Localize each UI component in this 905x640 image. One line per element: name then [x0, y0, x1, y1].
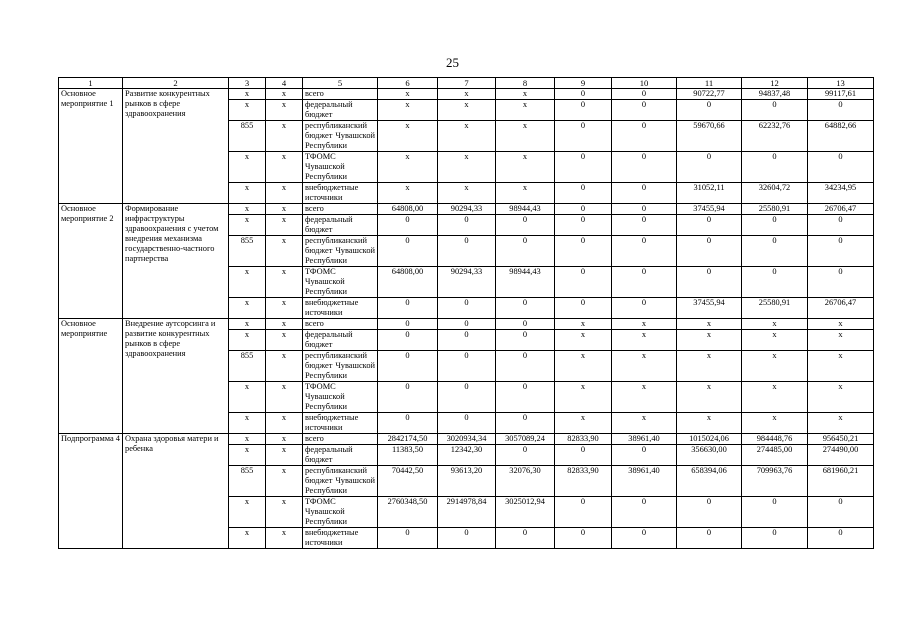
amount-cell: x	[496, 121, 555, 152]
amount-cell: 0	[677, 100, 742, 121]
amount-cell: x	[438, 183, 496, 204]
grbs-code-cell: x	[229, 100, 266, 121]
amount-cell: x	[808, 382, 874, 413]
amount-cell: 0	[378, 351, 438, 382]
amount-cell: 0	[496, 382, 555, 413]
grbs-code-cell: 855	[229, 121, 266, 152]
header-cell: 11	[677, 78, 742, 89]
amount-cell: 0	[555, 152, 612, 183]
grbs-code-cell: x	[229, 413, 266, 434]
amount-cell: 0	[496, 330, 555, 351]
code-cell: x	[266, 152, 303, 183]
amount-cell: 0	[612, 121, 677, 152]
amount-cell: 82833,90	[555, 434, 612, 445]
amount-cell: x	[555, 413, 612, 434]
amount-cell: 0	[378, 330, 438, 351]
code-cell: x	[266, 445, 303, 466]
program-status-cell: Подпрограмма 4	[59, 434, 123, 549]
amount-cell: 0	[438, 236, 496, 267]
amount-cell: 0	[612, 152, 677, 183]
amount-cell: 0	[742, 215, 808, 236]
code-cell: x	[266, 466, 303, 497]
amount-cell: 1015024,06	[677, 434, 742, 445]
table-row	[59, 89, 874, 100]
grbs-code-cell: x	[229, 89, 266, 100]
header-cell: 1	[59, 78, 123, 89]
amount-cell: x	[438, 100, 496, 121]
amount-cell: 0	[808, 267, 874, 298]
program-title-cell: Охрана здоровья матери и ребенка	[123, 434, 229, 549]
funding-source-cell: ТФОМС Чувашской Республики	[303, 497, 378, 528]
code-cell: x	[266, 351, 303, 382]
funding-source-cell: ТФОМС Чувашской Республики	[303, 267, 378, 298]
code-cell: x	[266, 204, 303, 215]
funding-source-cell: республиканский бюджет Чувашской Республики	[303, 351, 378, 382]
program-status-cell: Основное мероприятие	[59, 319, 123, 434]
grbs-code-cell: x	[229, 434, 266, 445]
amount-cell: x	[438, 89, 496, 100]
amount-cell: x	[742, 330, 808, 351]
grbs-code-cell: x	[229, 204, 266, 215]
amount-cell: 99117,61	[808, 89, 874, 100]
amount-cell: 0	[555, 236, 612, 267]
amount-cell: 0	[438, 298, 496, 319]
header-cell: 4	[266, 78, 303, 89]
program-title-cell: Развитие конкурентных рынков в сфере здравоохранения	[123, 89, 229, 204]
amount-cell: 0	[677, 236, 742, 267]
amount-cell: 94837,48	[742, 89, 808, 100]
amount-cell: 2760348,50	[378, 497, 438, 528]
amount-cell: 64808,00	[378, 267, 438, 298]
amount-cell: 0	[612, 89, 677, 100]
amount-cell: 0	[555, 89, 612, 100]
funding-source-cell: всего	[303, 319, 378, 330]
header-cell: 5	[303, 78, 378, 89]
amount-cell: 70442,50	[378, 466, 438, 497]
code-cell: x	[266, 330, 303, 351]
amount-cell: 0	[612, 445, 677, 466]
amount-cell: 0	[496, 215, 555, 236]
amount-cell: 0	[555, 497, 612, 528]
amount-cell: 3025012,94	[496, 497, 555, 528]
amount-cell: 0	[677, 497, 742, 528]
code-cell: x	[266, 434, 303, 445]
funding-source-cell: федеральный бюджет	[303, 100, 378, 121]
funding-source-cell: внебюджетные источники	[303, 528, 378, 549]
code-cell: x	[266, 215, 303, 236]
funding-source-cell: внебюджетные источники	[303, 413, 378, 434]
code-cell: x	[266, 528, 303, 549]
amount-cell: 0	[496, 528, 555, 549]
amount-cell: x	[808, 319, 874, 330]
amount-cell: 0	[438, 351, 496, 382]
grbs-code-cell: 855	[229, 351, 266, 382]
code-cell: x	[266, 89, 303, 100]
funding-source-cell: внебюджетные источники	[303, 298, 378, 319]
amount-cell: 37455,94	[677, 298, 742, 319]
grbs-code-cell: x	[229, 497, 266, 528]
amount-cell: x	[378, 89, 438, 100]
amount-cell: x	[742, 382, 808, 413]
grbs-code-cell: x	[229, 267, 266, 298]
amount-cell: 0	[438, 382, 496, 413]
amount-cell: 356630,00	[677, 445, 742, 466]
amount-cell: x	[677, 413, 742, 434]
amount-cell: 0	[555, 121, 612, 152]
header-cell: 9	[555, 78, 612, 89]
amount-cell: 90294,33	[438, 204, 496, 215]
amount-cell: 274490,00	[808, 445, 874, 466]
amount-cell: 0	[742, 528, 808, 549]
grbs-code-cell: 855	[229, 466, 266, 497]
amount-cell: x	[742, 351, 808, 382]
amount-cell: 0	[378, 413, 438, 434]
amount-cell: 658394,06	[677, 466, 742, 497]
amount-cell: x	[677, 382, 742, 413]
amount-cell: x	[378, 183, 438, 204]
header-cell: 13	[808, 78, 874, 89]
amount-cell: 11383,50	[378, 445, 438, 466]
budget-table-body	[59, 78, 874, 549]
funding-source-cell: ТФОМС Чувашской Республики	[303, 382, 378, 413]
code-cell: x	[266, 100, 303, 121]
amount-cell: 2842174,50	[378, 434, 438, 445]
amount-cell: 0	[378, 236, 438, 267]
amount-cell: x	[496, 183, 555, 204]
budget-table	[58, 77, 874, 549]
amount-cell: 0	[677, 528, 742, 549]
amount-cell: 0	[612, 215, 677, 236]
amount-cell: 0	[555, 204, 612, 215]
amount-cell: 0	[438, 528, 496, 549]
amount-cell: 0	[378, 382, 438, 413]
amount-cell: 0	[808, 528, 874, 549]
funding-source-cell: республиканский бюджет Чувашской Республики	[303, 236, 378, 267]
program-status-cell: Основное мероприятие 1	[59, 89, 123, 204]
amount-cell: x	[742, 319, 808, 330]
code-cell: x	[266, 497, 303, 528]
amount-cell: 0	[612, 528, 677, 549]
amount-cell: x	[378, 121, 438, 152]
program-title-cell: Внедрение аутсорсинга и развитие конкурентных рынков в сфере здравоохранения	[123, 319, 229, 434]
amount-cell: 0	[496, 236, 555, 267]
amount-cell: 0	[555, 183, 612, 204]
amount-cell: x	[808, 351, 874, 382]
table-row	[59, 434, 874, 445]
table-row	[59, 204, 874, 215]
amount-cell: 32604,72	[742, 183, 808, 204]
amount-cell: 90294,33	[438, 267, 496, 298]
header-cell: 8	[496, 78, 555, 89]
amount-cell: 0	[808, 215, 874, 236]
amount-cell: 64808,00	[378, 204, 438, 215]
amount-cell: 956450,21	[808, 434, 874, 445]
amount-cell: 681960,21	[808, 466, 874, 497]
funding-source-cell: всего	[303, 204, 378, 215]
amount-cell: 0	[612, 236, 677, 267]
amount-cell: x	[677, 319, 742, 330]
amount-cell: 32076,30	[496, 466, 555, 497]
amount-cell: x	[677, 330, 742, 351]
amount-cell: 26706,47	[808, 298, 874, 319]
grbs-code-cell: x	[229, 298, 266, 319]
amount-cell: 0	[742, 236, 808, 267]
amount-cell: 0	[496, 413, 555, 434]
amount-cell: 0	[808, 497, 874, 528]
amount-cell: 0	[555, 445, 612, 466]
table-row	[59, 319, 874, 330]
amount-cell: 0	[742, 267, 808, 298]
code-cell: x	[266, 298, 303, 319]
amount-cell: 3020934,34	[438, 434, 496, 445]
amount-cell: x	[612, 413, 677, 434]
amount-cell: 0	[438, 215, 496, 236]
amount-cell: 0	[438, 413, 496, 434]
amount-cell: x	[438, 152, 496, 183]
code-cell: x	[266, 236, 303, 267]
amount-cell: x	[808, 413, 874, 434]
header-cell: 3	[229, 78, 266, 89]
grbs-code-cell: x	[229, 382, 266, 413]
funding-source-cell: всего	[303, 89, 378, 100]
amount-cell: x	[496, 100, 555, 121]
amount-cell: 0	[438, 330, 496, 351]
program-status-cell: Основное мероприятие 2	[59, 204, 123, 319]
amount-cell: 984448,76	[742, 434, 808, 445]
amount-cell: 0	[612, 100, 677, 121]
amount-cell: 25580,91	[742, 298, 808, 319]
code-cell: x	[266, 413, 303, 434]
amount-cell: 0	[677, 152, 742, 183]
amount-cell: 31052,11	[677, 183, 742, 204]
amount-cell: 0	[438, 319, 496, 330]
header-cell: 6	[378, 78, 438, 89]
amount-cell: 0	[808, 100, 874, 121]
funding-source-cell: республиканский бюджет Чувашской Республики	[303, 466, 378, 497]
program-title-cell: Формирование инфраструктуры здравоохранения с учетом внедрения механизма государственно-частного партнерства	[123, 204, 229, 319]
amount-cell: x	[612, 330, 677, 351]
amount-cell: 0	[555, 215, 612, 236]
amount-cell: x	[612, 319, 677, 330]
amount-cell: x	[555, 319, 612, 330]
amount-cell: x	[555, 351, 612, 382]
amount-cell: 0	[677, 267, 742, 298]
table-header-row	[59, 78, 874, 89]
amount-cell: 82833,90	[555, 466, 612, 497]
amount-cell: 93613,20	[438, 466, 496, 497]
amount-cell: 0	[496, 319, 555, 330]
amount-cell: 0	[555, 528, 612, 549]
amount-cell: x	[555, 382, 612, 413]
amount-cell: 25580,91	[742, 204, 808, 215]
grbs-code-cell: x	[229, 445, 266, 466]
amount-cell: x	[496, 89, 555, 100]
amount-cell: 0	[742, 497, 808, 528]
amount-cell: 0	[742, 100, 808, 121]
code-cell: x	[266, 319, 303, 330]
funding-source-cell: внебюджетные источники	[303, 183, 378, 204]
amount-cell: 0	[612, 204, 677, 215]
amount-cell: 0	[555, 267, 612, 298]
amount-cell: x	[612, 351, 677, 382]
amount-cell: 38961,40	[612, 434, 677, 445]
amount-cell: 37455,94	[677, 204, 742, 215]
grbs-code-cell: x	[229, 319, 266, 330]
funding-source-cell: республиканский бюджет Чувашской Республики	[303, 121, 378, 152]
amount-cell: 0	[378, 319, 438, 330]
grbs-code-cell: 855	[229, 236, 266, 267]
amount-cell: 0	[612, 267, 677, 298]
header-cell: 12	[742, 78, 808, 89]
code-cell: x	[266, 382, 303, 413]
grbs-code-cell: x	[229, 330, 266, 351]
funding-source-cell: федеральный бюджет	[303, 215, 378, 236]
header-cell: 10	[612, 78, 677, 89]
amount-cell: 274485,00	[742, 445, 808, 466]
header-cell: 2	[123, 78, 229, 89]
amount-cell: 0	[496, 298, 555, 319]
amount-cell: 59670,66	[677, 121, 742, 152]
amount-cell: 34234,95	[808, 183, 874, 204]
grbs-code-cell: x	[229, 215, 266, 236]
amount-cell: x	[378, 152, 438, 183]
amount-cell: x	[677, 351, 742, 382]
amount-cell: 90722,77	[677, 89, 742, 100]
amount-cell: 3057089,24	[496, 434, 555, 445]
amount-cell: 62232,76	[742, 121, 808, 152]
code-cell: x	[266, 121, 303, 152]
amount-cell: 0	[677, 215, 742, 236]
amount-cell: 709963,76	[742, 466, 808, 497]
page-number: 25	[446, 55, 459, 70]
amount-cell: x	[612, 382, 677, 413]
amount-cell: 0	[612, 497, 677, 528]
amount-cell: 2914978,84	[438, 497, 496, 528]
amount-cell: 0	[496, 351, 555, 382]
amount-cell: 0	[808, 236, 874, 267]
amount-cell: x	[378, 100, 438, 121]
grbs-code-cell: x	[229, 183, 266, 204]
amount-cell: x	[438, 121, 496, 152]
amount-cell: x	[742, 413, 808, 434]
funding-source-cell: федеральный бюджет	[303, 445, 378, 466]
header-cell: 7	[438, 78, 496, 89]
amount-cell: 0	[808, 152, 874, 183]
amount-cell: x	[496, 152, 555, 183]
funding-source-cell: федеральный бюджет	[303, 330, 378, 351]
amount-cell: 12342,30	[438, 445, 496, 466]
amount-cell: 0	[496, 445, 555, 466]
amount-cell: 98944,43	[496, 267, 555, 298]
amount-cell: 0	[612, 298, 677, 319]
amount-cell: 38961,40	[612, 466, 677, 497]
amount-cell: x	[555, 330, 612, 351]
amount-cell: 26706,47	[808, 204, 874, 215]
amount-cell: 98944,43	[496, 204, 555, 215]
amount-cell: 0	[742, 152, 808, 183]
code-cell: x	[266, 183, 303, 204]
amount-cell: 0	[612, 183, 677, 204]
funding-source-cell: ТФОМС Чувашской Республики	[303, 152, 378, 183]
amount-cell: 0	[555, 100, 612, 121]
funding-source-cell: всего	[303, 434, 378, 445]
amount-cell: x	[808, 330, 874, 351]
amount-cell: 0	[378, 528, 438, 549]
code-cell: x	[266, 267, 303, 298]
amount-cell: 0	[555, 298, 612, 319]
grbs-code-cell: x	[229, 528, 266, 549]
grbs-code-cell: x	[229, 152, 266, 183]
amount-cell: 64882,66	[808, 121, 874, 152]
amount-cell: 0	[378, 215, 438, 236]
amount-cell: 0	[378, 298, 438, 319]
